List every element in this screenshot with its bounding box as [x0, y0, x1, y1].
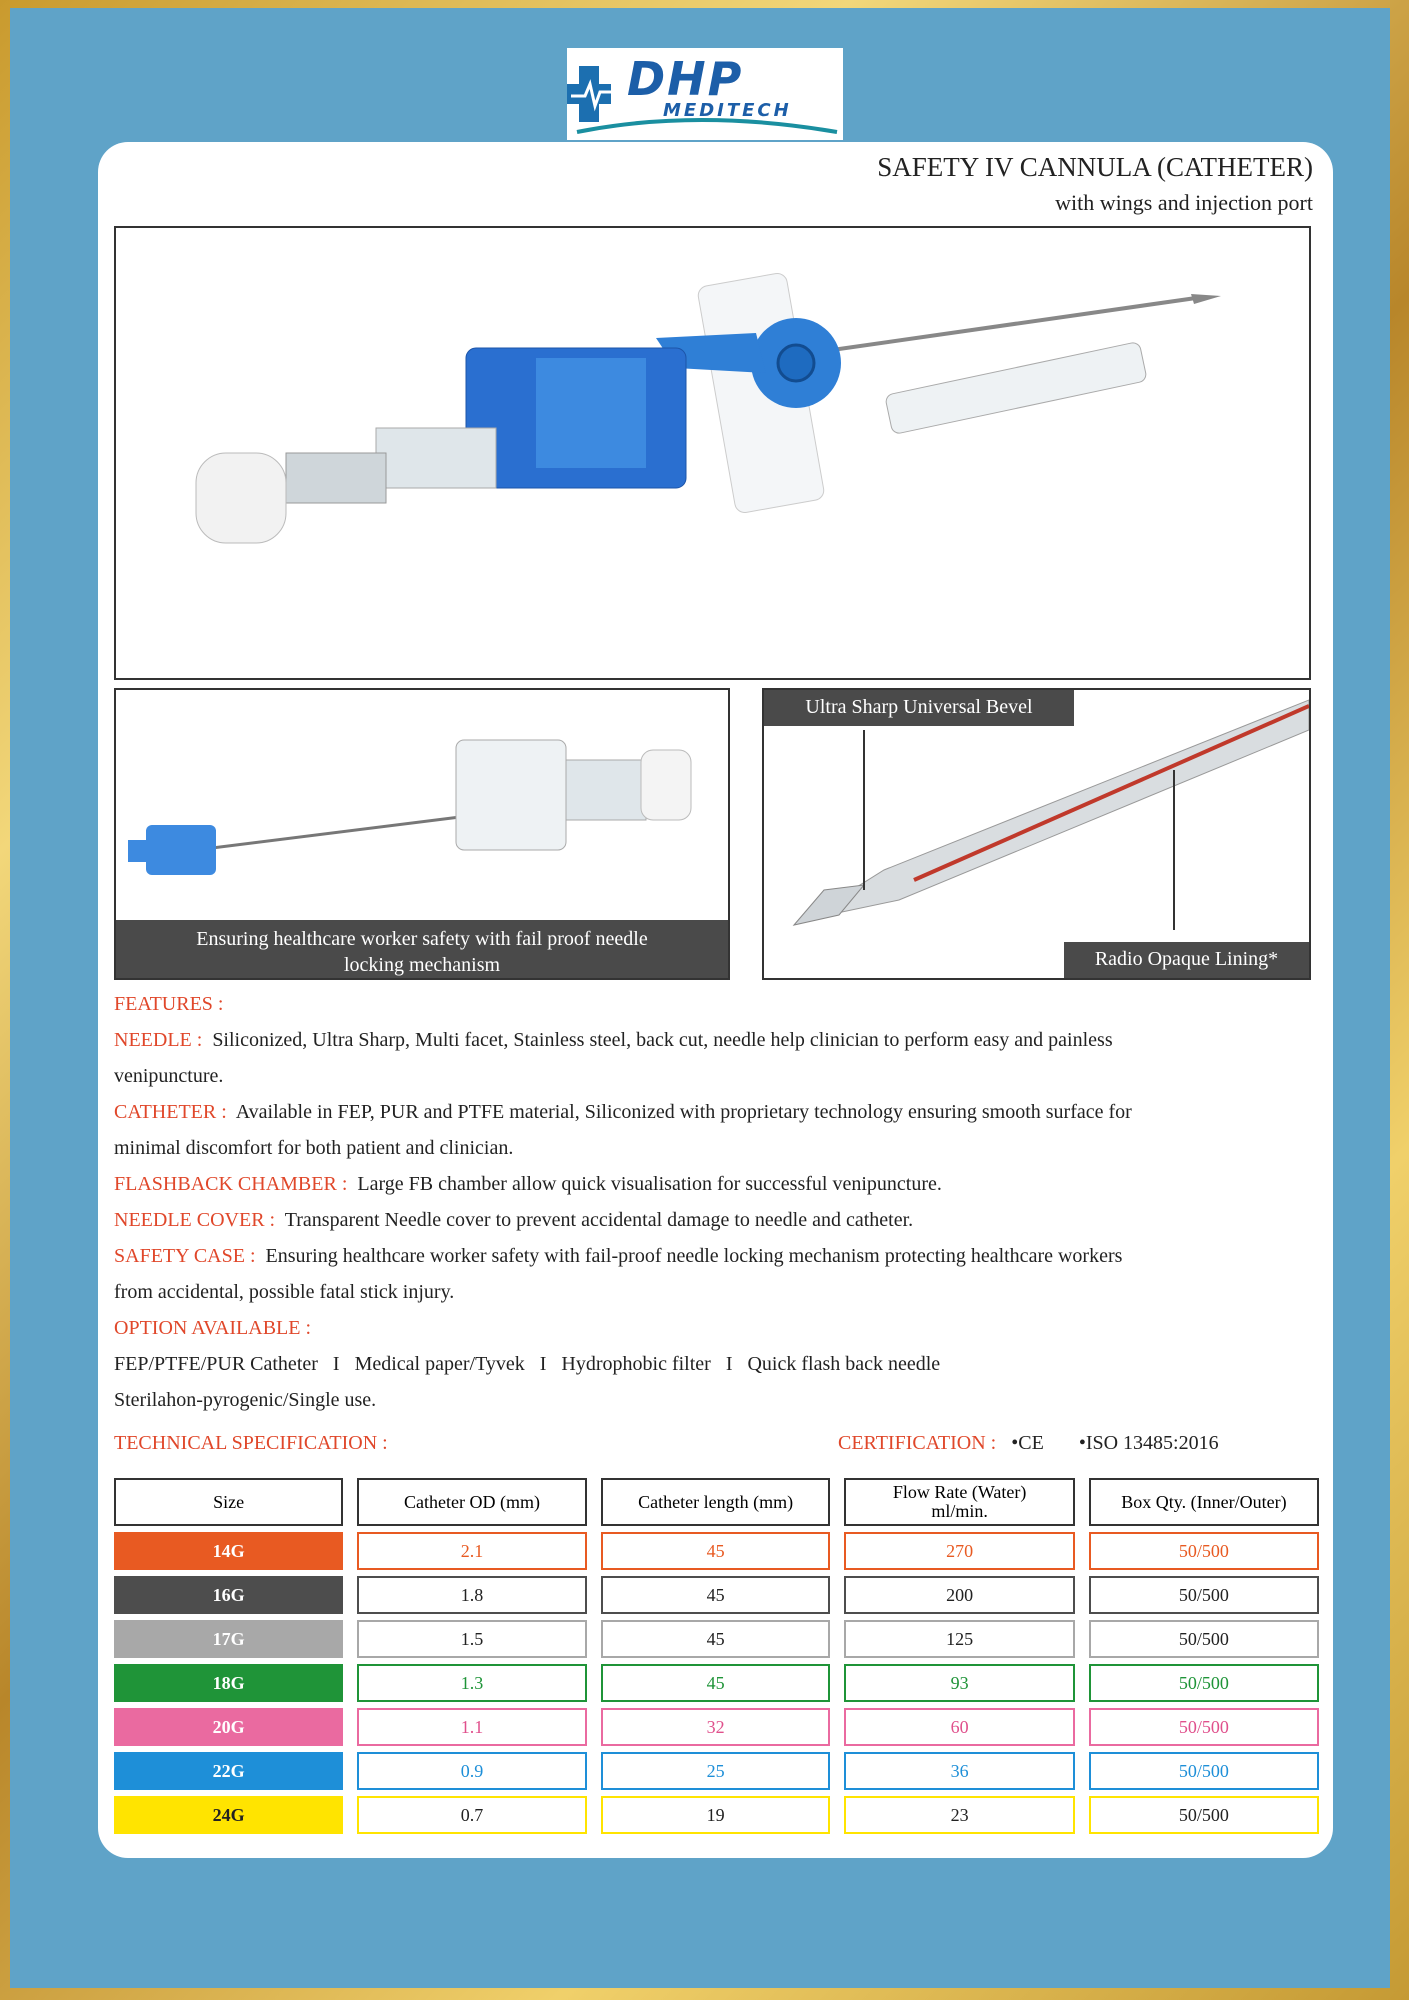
table-row — [114, 1576, 1319, 1614]
certification: CERTIFICATION : •CE •ISO 13485:2016 — [838, 1432, 1219, 1454]
table-cell-size: 20G — [114, 1708, 343, 1746]
locking-caption: Ensuring healthcare worker safety with fail proof needle locking mechanism — [116, 920, 728, 978]
options-line1: FEP/PTFE/PUR Catheter I Medical paper/Tyvek I Hydrophobic filter I Quick flash back needle — [114, 1353, 941, 1375]
needle-bevel-illustration — [764, 690, 1309, 978]
tech-spec-heading: TECHNICAL SPECIFICATION : — [114, 1432, 388, 1454]
options-line2: Sterilahon-pyrogenic/Single use. — [114, 1389, 377, 1411]
table-cell-size: 24G — [114, 1796, 343, 1834]
table-cell-flow: 200 — [844, 1576, 1074, 1614]
table-cell-od: 0.9 — [357, 1752, 587, 1790]
table-row — [114, 1664, 1319, 1702]
table-row — [114, 1532, 1319, 1570]
table-cell-len: 25 — [601, 1752, 831, 1790]
table-cell-len: 32 — [601, 1708, 831, 1746]
table-cell-len: 45 — [601, 1576, 831, 1614]
table-cell-od: 1.1 — [357, 1708, 587, 1746]
features-section — [114, 986, 1134, 1418]
bevel-caption: Ultra Sharp Universal Bevel — [764, 690, 1074, 726]
locking-image-box — [114, 688, 730, 980]
table-cell-flow: 270 — [844, 1532, 1074, 1570]
lining-caption: Radio Opaque Lining* — [1064, 942, 1309, 978]
table-cell-box: 50/500 — [1089, 1620, 1319, 1658]
content-card — [98, 142, 1333, 1858]
table-cell-size: 22G — [114, 1752, 343, 1790]
col-length: Catheter length (mm) — [601, 1478, 831, 1526]
table-cell-len: 45 — [601, 1532, 831, 1570]
table-row — [114, 1708, 1319, 1746]
brand-logo — [567, 48, 843, 140]
table-cell-box: 50/500 — [1089, 1708, 1319, 1746]
table-header-row — [114, 1478, 1319, 1526]
cannula-illustration — [116, 228, 1309, 678]
table-cell-box: 50/500 — [1089, 1576, 1319, 1614]
table-cell-size: 18G — [114, 1664, 343, 1702]
table-cell-flow: 23 — [844, 1796, 1074, 1834]
col-flow: Flow Rate (Water) ml/min. — [844, 1478, 1074, 1526]
table-cell-od: 1.8 — [357, 1576, 587, 1614]
table-row — [114, 1752, 1319, 1790]
table-cell-box: 50/500 — [1089, 1664, 1319, 1702]
table-row — [114, 1620, 1319, 1658]
page-title: SAFETY IV CANNULA (CATHETER) — [877, 152, 1313, 182]
needle-locked-illustration — [116, 690, 728, 920]
feature-catheter: CATHETER : Available in FEP, PUR and PTFE material, Siliconized with proprietary technology ensuring smooth surface for minimal discomfort for both patient and clinician. — [114, 1101, 1132, 1159]
brand-name: DHP — [627, 52, 744, 106]
col-od: Catheter OD (mm) — [357, 1478, 587, 1526]
brand-sub: MEDITECH — [663, 100, 792, 121]
table-cell-box: 50/500 — [1089, 1532, 1319, 1570]
page-subtitle: with wings and injection port — [1055, 190, 1313, 215]
table-cell-flow: 125 — [844, 1620, 1074, 1658]
table-cell-flow: 36 — [844, 1752, 1074, 1790]
col-box: Box Qty. (Inner/Outer) — [1089, 1478, 1319, 1526]
product-image-box — [114, 226, 1311, 680]
table-cell-box: 50/500 — [1089, 1752, 1319, 1790]
table-cell-size: 14G — [114, 1532, 343, 1570]
table-cell-flow: 93 — [844, 1664, 1074, 1702]
col-size: Size — [114, 1478, 343, 1526]
table-row — [114, 1796, 1319, 1834]
table-cell-box: 50/500 — [1089, 1796, 1319, 1834]
table-cell-od: 1.3 — [357, 1664, 587, 1702]
table-cell-od: 1.5 — [357, 1620, 587, 1658]
table-cell-len: 19 — [601, 1796, 831, 1834]
table-cell-flow: 60 — [844, 1708, 1074, 1746]
features-heading: FEATURES : — [114, 993, 224, 1015]
feature-needle-cover: NEEDLE COVER : Transparent Needle cover to prevent accidental damage to needle and catheter. — [114, 1209, 914, 1231]
spec-table — [100, 1472, 1333, 1840]
table-cell-len: 45 — [601, 1664, 831, 1702]
feature-needle: NEEDLE : Siliconized, Ultra Sharp, Multi facet, Stainless steel, back cut, needle help clinician to perform easy and painless venipuncture. — [114, 1029, 1113, 1087]
table-cell-len: 45 — [601, 1620, 831, 1658]
bevel-image-box — [762, 688, 1311, 980]
feature-flashback: FLASHBACK CHAMBER : Large FB chamber allow quick visualisation for successful venipuncture. — [114, 1173, 942, 1195]
feature-safety-case: SAFETY CASE : Ensuring healthcare worker safety with fail-proof needle locking mechanism protecting healthcare workers from accidental, possible fatal stick injury. — [114, 1245, 1123, 1303]
table-cell-size: 17G — [114, 1620, 343, 1658]
options-heading: OPTION AVAILABLE : — [114, 1317, 312, 1339]
table-cell-od: 2.1 — [357, 1532, 587, 1570]
table-cell-od: 0.7 — [357, 1796, 587, 1834]
table-cell-size: 16G — [114, 1576, 343, 1614]
